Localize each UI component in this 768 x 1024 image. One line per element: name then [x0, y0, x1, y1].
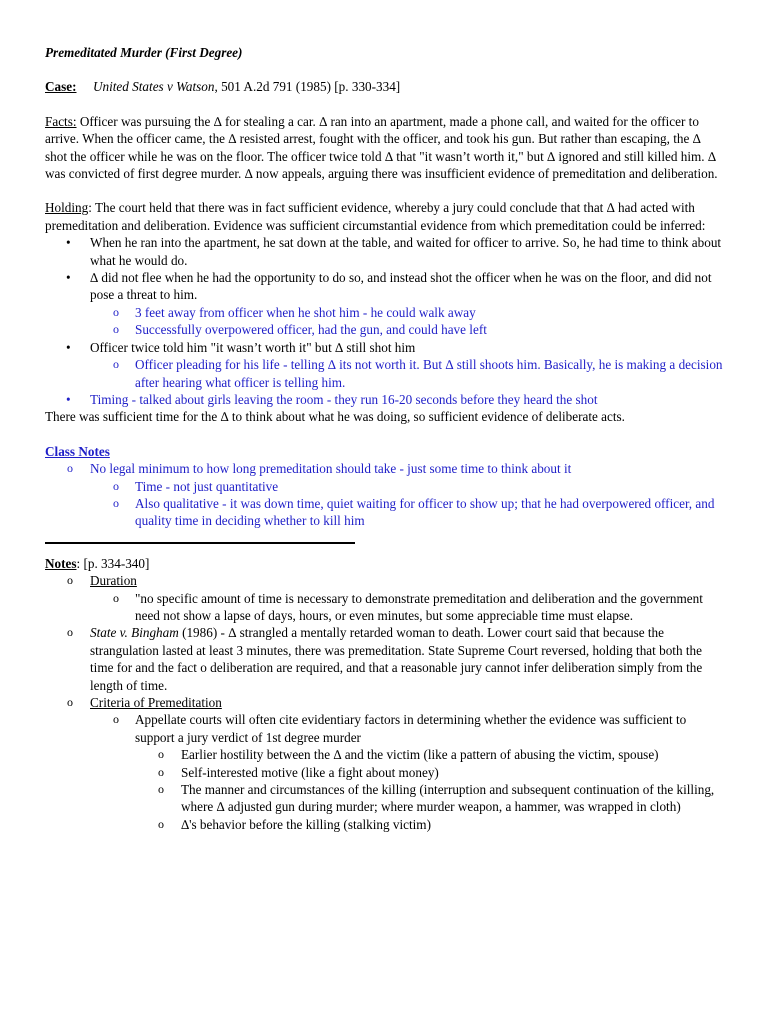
bullet-circle: o — [67, 625, 73, 640]
page-title: Premeditated Murder (First Degree) — [45, 45, 243, 60]
notes-pages: : [p. 334-340] — [76, 555, 150, 571]
list-item — [45, 816, 725, 833]
class-note-item: No legal minimum to how long premeditation should take - just some time to think about it — [90, 461, 572, 477]
list-item — [45, 234, 725, 269]
bullet-disc: • — [66, 391, 71, 407]
holding-label: Holding — [45, 200, 89, 216]
factor-item: Earlier hostility between the ∆ and the victim (like a pattern of abusing the victim, spouse) — [181, 747, 659, 763]
factor-item: ∆'s behavior before the killing (stalking victim) — [181, 816, 431, 832]
case-label: Case: — [45, 79, 77, 95]
class-note-sub: Time - not just quantitative — [135, 478, 279, 494]
list-item — [45, 478, 725, 495]
list-item — [45, 572, 725, 589]
holding-bullet-2: ∆ did not flee when he had the opportunity to do so, and instead shot the officer when he was on the floor, and did not pose a threat to him. — [90, 270, 712, 303]
duration-text: "no specific amount of time is necessary to demonstrate premeditation and deliberation and the government need not show a lapse of days, hours, or even minutes, but some appreciable time must elapse. — [135, 590, 703, 623]
factor-item: Self-interested motive (like a fight about money) — [181, 764, 439, 780]
list-item — [45, 304, 725, 321]
list-item — [45, 781, 725, 816]
class-notes-heading: Class Notes — [45, 443, 110, 459]
list-item — [45, 269, 725, 304]
list-item — [45, 460, 725, 477]
bullet-circle: o — [158, 782, 164, 797]
case-name: United States v Watson — [92, 79, 215, 95]
holding-sub-bullet: Officer pleading for his life - telling ∆ its not worth it. But ∆ still shoots him. Basically, he is making a decision after hearing what officer is telling him. — [135, 357, 723, 390]
bullet-disc: • — [66, 270, 71, 286]
list-item — [45, 590, 725, 625]
list-item — [45, 495, 725, 530]
bullet-circle: o — [113, 478, 119, 493]
holding-bullet-3: Officer twice told him "it wasn’t worth it" but ∆ still shot him — [90, 339, 416, 355]
bullet-disc: • — [66, 235, 71, 251]
criteria-text: Appellate courts will often cite evidentiary factors in determining whether the evidence was sufficient to support a jury verdict of 1st degree murder — [135, 712, 687, 745]
list-item — [45, 764, 725, 781]
bullet-circle: o — [158, 816, 164, 831]
list-item — [45, 356, 725, 391]
bullet-circle: o — [113, 495, 119, 510]
bingham-text: (1986) - ∆ strangled a mentally retarded woman to death. Lower court said that because the strangulation lasted at least 3 minutes, there was premeditation. State Supreme Court reversed, holding that both the time for and the fact o deliberation are required, and that a reasonable jury cannot infer deliberation simply from the length of time. — [90, 625, 703, 693]
list-item — [45, 321, 725, 338]
list-item — [45, 624, 725, 694]
holding-bullet-4: Timing - talked about girls leaving the room - they run 16-20 seconds before they heard the shot — [90, 391, 598, 407]
list-item — [45, 694, 725, 711]
bingham-case-name: State v. Bingham — [90, 625, 179, 641]
case-citation: , 501 A.2d 791 (1985) [p. 330-334] — [214, 79, 401, 95]
holding-paragraph — [45, 199, 725, 234]
bullet-circle: o — [67, 461, 73, 476]
list-item — [45, 746, 725, 763]
holding-sub-bullet: Successfully overpowered officer, had the gun, and could have left — [135, 322, 487, 338]
holding-bullet-1: When he ran into the apartment, he sat down at the table, and waited for officer to arrive. So, he had time to think about what he would do. — [90, 235, 722, 268]
bullet-disc: • — [66, 339, 71, 355]
holding-conclusion: There was sufficient time for the ∆ to think about what he was doing, so sufficient evidence of deliberate acts. — [45, 409, 625, 425]
bullet-circle: o — [113, 712, 119, 727]
facts-text: Officer was pursuing the ∆ for stealing a car. ∆ ran into an apartment, made a phone call, and waited for the officer to arrive. When the officer came, the ∆ resisted arrest, fought with the officer, and took his gun. But rather than escaping, the ∆ shot the officer while he was on the floor. The officer twice told ∆ that "it wasn’t worth it," but ∆ ignored and still killed him. ∆ was convicted of first degree murder. ∆ now appeals, arguing there was insufficient evidence of premeditation and deliberation. — [45, 113, 718, 182]
bullet-circle: o — [158, 747, 164, 762]
case-line — [45, 78, 725, 95]
factor-item: The manner and circumstances of the killing (interruption and subsequent continuation of the killing, where ∆ adjusted gun during murder; where murder weapon, a hammer, was wrapped in cloth) — [181, 782, 715, 815]
document-page — [45, 44, 725, 833]
criteria-heading: Criteria of Premeditation — [90, 695, 222, 710]
holding-sub-bullet: 3 feet away from officer when he shot him - he could walk away — [135, 304, 476, 320]
bullet-circle: o — [113, 590, 119, 605]
bullet-circle: o — [158, 764, 164, 779]
duration-heading: Duration — [90, 573, 137, 589]
notes-line — [45, 555, 725, 572]
horizontal-divider — [45, 542, 355, 544]
list-item — [45, 339, 725, 356]
bullet-circle: o — [113, 322, 119, 337]
facts-paragraph — [45, 113, 725, 183]
bullet-circle: o — [113, 357, 119, 372]
notes-label: Notes — [45, 555, 77, 571]
bullet-circle: o — [113, 304, 119, 319]
bullet-circle: o — [67, 573, 73, 588]
list-item — [45, 711, 725, 746]
bullet-circle: o — [67, 695, 73, 709]
class-note-sub: Also qualitative - it was down time, quiet waiting for officer to show up; that he had overpowered officer, and quality time in deciding whether to kill him — [135, 495, 715, 529]
facts-label: Facts: — [45, 113, 77, 129]
holding-text: : The court held that there was in fact sufficient evidence, whereby a jury could conclude that that ∆ had acted with premeditation and deliberation. Evidence was sufficient circumstantial evidence from which premeditation could be inferred: — [45, 200, 706, 233]
list-item — [45, 391, 725, 408]
